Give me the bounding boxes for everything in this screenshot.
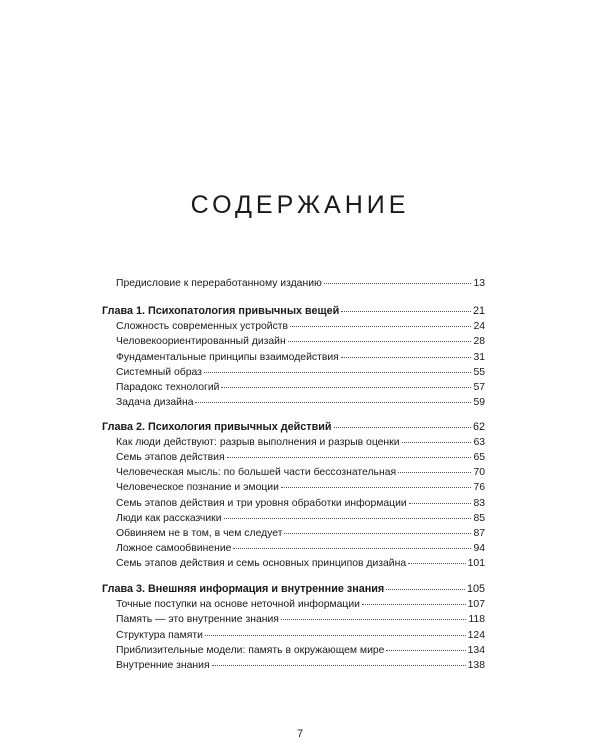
dot-leader [362,604,466,605]
toc-entry-page: 63 [473,437,485,448]
dot-leader [224,518,472,519]
toc-entry-label: Человекоориентированный дизайн [116,336,286,347]
toc-entry[interactable] [116,351,485,365]
dot-leader [386,589,465,590]
dot-leader [227,457,472,458]
toc-chapter-page: 21 [472,305,485,317]
dot-leader [284,533,471,534]
toc-entry[interactable] [116,512,485,526]
toc-chapter-page: 105 [466,583,485,595]
toc-entry-page: 107 [467,599,485,610]
toc-chapter-3[interactable] [102,582,485,596]
toc-entry-page: 138 [467,660,485,671]
toc-entry-page: 94 [473,543,485,554]
toc-entry-page: 55 [473,367,485,378]
toc-entry[interactable] [116,481,485,495]
toc-entry-page: 101 [467,558,485,569]
toc-entry[interactable] [116,542,485,556]
dot-leader [221,387,471,388]
toc-entry-label: Люди как рассказчики [116,513,222,524]
dot-leader [204,372,472,373]
toc-entry[interactable] [116,613,485,627]
toc-entry-label: Предисловие к переработанному изданию [116,278,322,289]
toc-entry-label: Сложность современных устройств [116,321,289,332]
toc-entry[interactable] [116,436,485,450]
dot-leader [334,427,471,428]
dot-leader [341,311,471,312]
toc-chapter-2[interactable] [102,420,485,434]
toc-chapter-1[interactable] [102,304,485,318]
toc-entry-page: 124 [467,630,485,641]
dot-leader [341,357,472,358]
toc-entry-label: Структура памяти [116,630,203,641]
dot-leader [409,503,472,504]
toc-entry-page: 59 [473,397,485,408]
toc-entry[interactable] [116,497,485,511]
toc-entry[interactable] [116,557,485,571]
toc-entry-page: 24 [473,321,485,332]
dot-leader [233,548,471,549]
toc-entry-page: 31 [473,352,485,363]
toc-chapter-label: Глава 2. Психология привычных действий [102,421,332,433]
dot-leader [195,402,471,403]
toc-chapter-label: Глава 3. Внешняя информация и внутренние знания [102,583,385,595]
toc-entry-label: Человеческое познание и эмоции [116,482,279,493]
toc-entry-label: Обвиняем не в том, в чем следует [116,528,283,539]
toc-entry-page: 70 [473,467,485,478]
dot-leader [398,472,471,473]
toc-entry-label: Внутренние знания [116,660,210,671]
toc-entry-label: Точные поступки на основе неточной информации [116,599,360,610]
toc-entry[interactable] [116,335,485,349]
dot-leader [281,487,472,488]
toc-entry-label: Как люди действуют: разрыв выполнения и разрыв оценки [116,437,400,448]
dot-leader [408,563,466,564]
dot-leader [281,619,467,620]
toc-entry-page: 85 [473,513,485,524]
toc-entry-label: Задача дизайна [116,397,194,408]
toc-entry-label: Память — это внутренние знания [116,614,279,625]
toc-entry-label: Человеческая мысль: по большей части бессознательная [116,467,397,478]
toc-entry[interactable] [116,381,485,395]
toc-entry-page: 83 [473,498,485,509]
dot-leader [212,665,466,666]
toc-entry-label: Семь этапов действия и семь основных принципов дизайна [116,558,407,569]
toc-entry-page: 57 [473,382,485,393]
dot-leader [290,326,471,327]
dot-leader [324,283,472,284]
dot-leader [402,442,472,443]
toc-entry-page: 87 [473,528,485,539]
toc-entry[interactable] [116,659,485,673]
toc-entry-label: Приблизительные модели: память в окружающем мире [116,645,385,656]
toc-entry[interactable] [116,644,485,658]
toc-entry-preface[interactable] [116,277,485,291]
toc-entry-label: Ложное самообвинение [116,543,232,554]
toc-entry[interactable] [116,598,485,612]
dot-leader [288,341,472,342]
page-title: СОДЕРЖАНИЕ [190,190,410,219]
dot-leader [205,635,466,636]
toc-entry-page: 13 [473,278,485,289]
toc-entry-page: 65 [473,452,485,463]
dot-leader [386,650,465,651]
toc-entry-label: Парадокс технологий [116,382,220,393]
toc-entry[interactable] [116,629,485,643]
toc-entry-label: Фундаментальные принципы взаимодействия [116,352,339,363]
toc-entry-label: Семь этапов действия и три уровня обработки информации [116,498,407,509]
toc-entry-label: Системный образ [116,367,202,378]
toc-chapter-page: 62 [472,421,485,433]
toc-entry-page: 118 [468,614,485,625]
toc-chapter-label: Глава 1. Психопатология привычных вещей [102,305,340,317]
toc-entry-page: 76 [473,482,485,493]
toc-entry[interactable] [116,451,485,465]
toc-entry-page: 134 [467,645,485,656]
toc-entry[interactable] [116,320,485,334]
toc-entry[interactable] [116,396,485,410]
toc-entry[interactable] [116,366,485,380]
toc-entry[interactable] [116,466,485,480]
toc-entry[interactable] [116,527,485,541]
toc-entry-label: Семь этапов действия [116,452,225,463]
toc-entry-page: 28 [473,336,485,347]
page-number: 7 [296,728,304,740]
